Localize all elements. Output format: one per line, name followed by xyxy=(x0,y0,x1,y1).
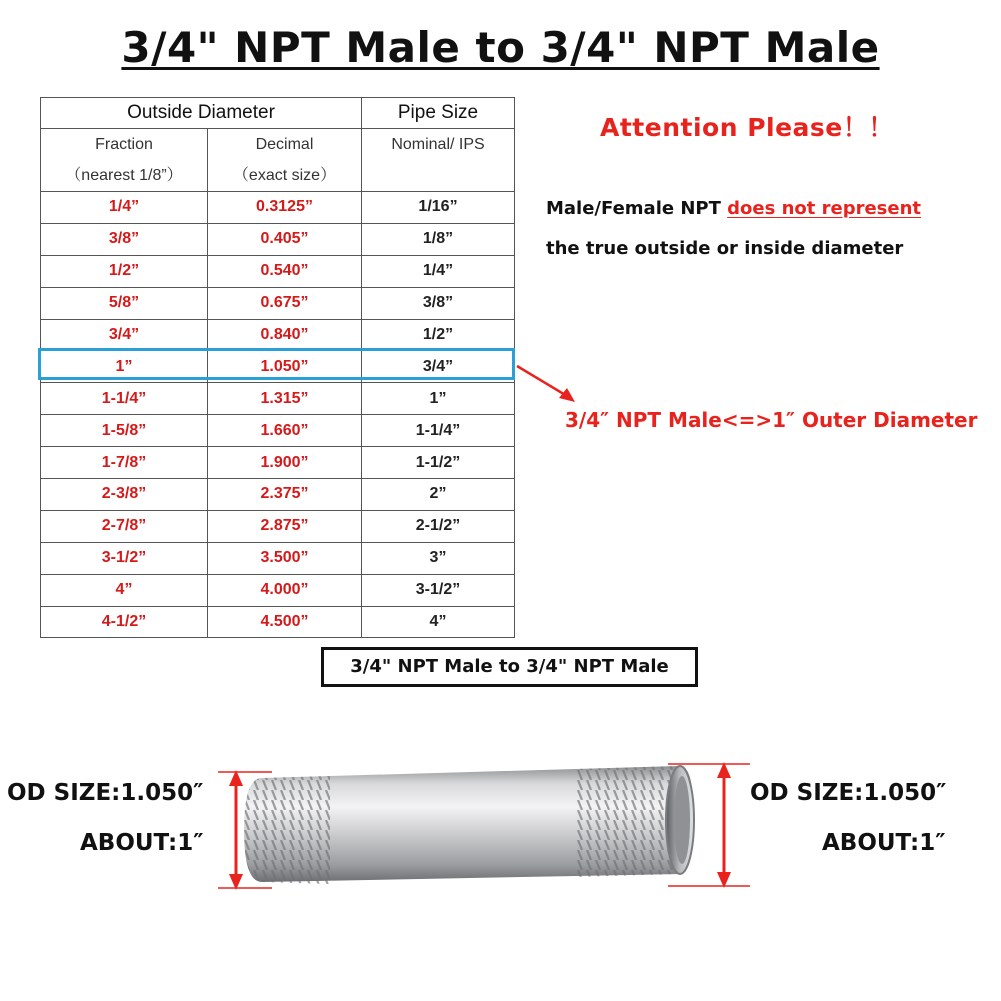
fraction-cell: 3/8” xyxy=(41,223,208,255)
pipe-cell: 1-1/4” xyxy=(362,415,515,447)
fraction-cell: 3-1/2” xyxy=(41,542,208,574)
table-row xyxy=(41,479,515,511)
decimal-cell: 4.500” xyxy=(208,606,362,638)
subtitle-box: 3/4" NPT Male to 3/4" NPT Male xyxy=(321,647,698,687)
fraction-header xyxy=(41,129,208,192)
decimal-cell: 4.000” xyxy=(208,574,362,606)
table-row xyxy=(41,574,515,606)
table-row xyxy=(41,383,515,415)
about-left: ABOUT:1″ xyxy=(80,830,204,856)
pipe-cell: 3-1/2” xyxy=(362,574,515,606)
callout-arrow-icon xyxy=(515,360,585,410)
note-line-1 xyxy=(546,198,921,219)
note-prefix: Male/Female NPT xyxy=(546,198,728,219)
pipe-cell: 1/8” xyxy=(362,223,515,255)
table-row xyxy=(41,319,515,351)
decimal-cell: 1.315” xyxy=(208,383,362,415)
decimal-cell: 2.375” xyxy=(208,479,362,511)
attention-heading: Attention Please！！ xyxy=(600,113,894,142)
page-title: 3/4" NPT Male to 3/4" NPT Male xyxy=(121,23,880,72)
outside-diameter-header: Outside Diameter xyxy=(41,98,362,129)
note-line-2: the true outside or inside diameter xyxy=(546,238,904,259)
pipe-cell: 1” xyxy=(362,383,515,415)
pipe-cell: 3” xyxy=(362,542,515,574)
nominal-label: Nominal/ IPS xyxy=(391,136,485,153)
table-row xyxy=(41,255,515,287)
decimal-cell: 0.3125” xyxy=(208,192,362,224)
table-row xyxy=(41,415,515,447)
fraction-cell: 2-7/8” xyxy=(41,510,208,542)
about-right: ABOUT:1″ xyxy=(822,830,946,856)
fraction-cell: 5/8” xyxy=(41,287,208,319)
fraction-note: （nearest 1/8”） xyxy=(65,167,183,184)
pipe-cell: 4” xyxy=(362,606,515,638)
fraction-cell: 1-7/8” xyxy=(41,447,208,479)
fraction-cell: 1/2” xyxy=(41,255,208,287)
decimal-cell: 3.500” xyxy=(208,542,362,574)
fraction-cell: 1-1/4” xyxy=(41,383,208,415)
fraction-cell: 2-3/8” xyxy=(41,479,208,511)
pipe-cell: 1/2” xyxy=(362,319,515,351)
table-row xyxy=(41,606,515,638)
pipe-cell: 1-1/2” xyxy=(362,447,515,479)
decimal-cell: 0.540” xyxy=(208,255,362,287)
table-row xyxy=(41,447,515,479)
highlighted-row-frame xyxy=(38,348,515,380)
pipe-cell: 2-1/2” xyxy=(362,510,515,542)
fraction-cell: 1-5/8” xyxy=(41,415,208,447)
table-row xyxy=(41,192,515,224)
decimal-label: Decimal xyxy=(255,136,314,153)
pipe-cell: 1/16” xyxy=(362,192,515,224)
pipe-nipple-image xyxy=(0,750,1001,900)
od-size-right: OD SIZE:1.050″ xyxy=(750,780,947,806)
od-callout: 3/4″ NPT Male<=>1″ Outer Diameter xyxy=(565,408,978,432)
fraction-cell: 1” xyxy=(41,351,208,383)
pipe-size-header: Pipe Size xyxy=(362,98,515,129)
decimal-cell: 1.900” xyxy=(208,447,362,479)
fraction-label: Fraction xyxy=(95,136,153,153)
pipe-cell: 1/4” xyxy=(362,255,515,287)
pipe-cell: 3/8” xyxy=(362,287,515,319)
decimal-cell: 2.875” xyxy=(208,510,362,542)
decimal-cell: 0.405” xyxy=(208,223,362,255)
table-row xyxy=(41,542,515,574)
decimal-cell: 0.840” xyxy=(208,319,362,351)
table-row xyxy=(41,510,515,542)
pipe-cell: 3/4” xyxy=(362,351,515,383)
od-size-left: OD SIZE:1.050″ xyxy=(7,780,204,806)
decimal-header xyxy=(208,129,362,192)
fraction-cell: 3/4” xyxy=(41,319,208,351)
decimal-cell: 1.050” xyxy=(208,351,362,383)
decimal-cell: 0.675” xyxy=(208,287,362,319)
decimal-cell: 1.660” xyxy=(208,415,362,447)
fraction-cell: 4-1/2” xyxy=(41,606,208,638)
pipe-cell: 2” xyxy=(362,479,515,511)
decimal-note: （exact size） xyxy=(232,167,337,184)
table-row xyxy=(41,287,515,319)
note-emphasis: does not represent xyxy=(727,198,922,219)
fraction-cell: 1/4” xyxy=(41,192,208,224)
table-row xyxy=(41,223,515,255)
fraction-cell: 4” xyxy=(41,574,208,606)
nominal-header xyxy=(362,129,515,192)
